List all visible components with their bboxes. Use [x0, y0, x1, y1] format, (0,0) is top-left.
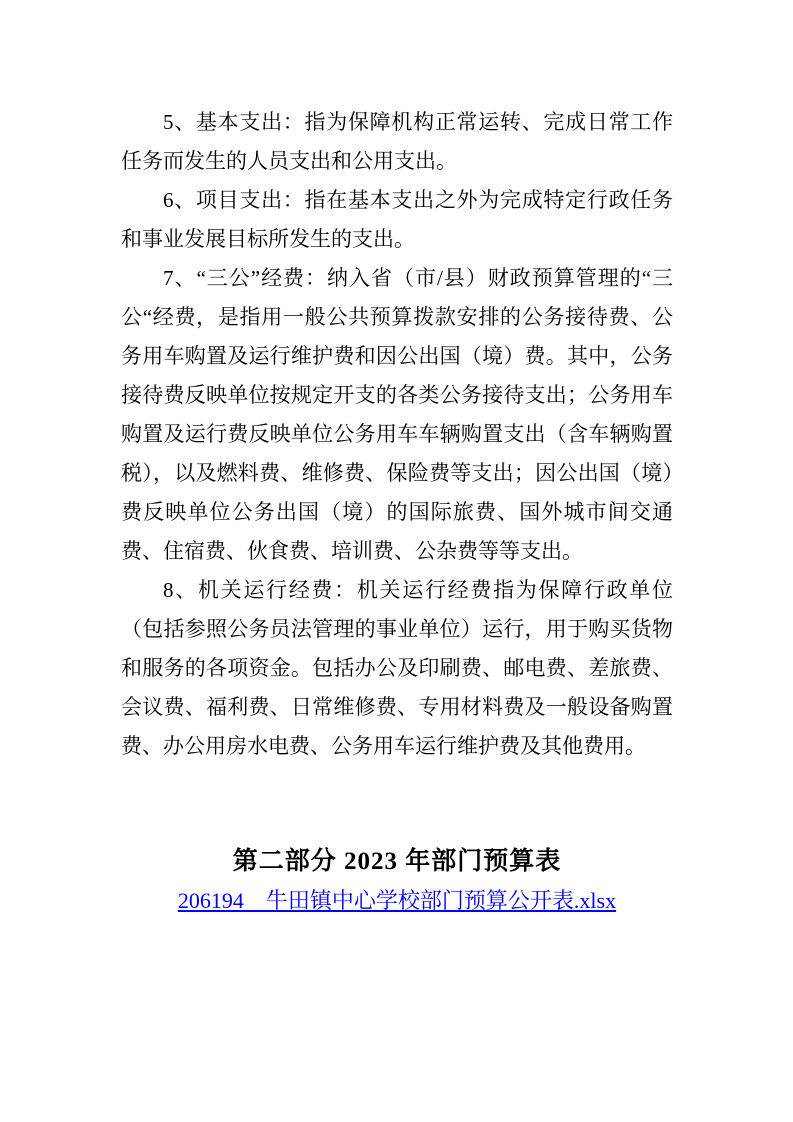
paragraph-project-expenditure: 6、项目支出：指在基本支出之外为完成特定行政任务和事业发展目标所发生的支出。: [121, 188, 673, 251]
paragraph-three-public-funds: 7、“三公”经费：纳入省（市/县）财政预算管理的“三公“经费，是指用一般公共预算拨款安排的公务接待费、公务用车购置及运行维护费和因公出国（境）费。其中，公务接待费反映单位按规定开支的各类公务接待支出；公务用车购置及运行费反映单位公务用车车辆购置支出（含车辆购置税），以及燃料费、维修费、保险费等支出；因公出国（境）费反映单位公务出国（境）的国际旅费、国外城市间交通费、住宿费、伙食费、培训费、公杂费等等支出。: [121, 266, 673, 563]
budget-table-xlsx-link[interactable]: 206194 牛田镇中心学校部门预算公开表.xlsx: [177, 888, 617, 913]
section-heading-part-two: 第二部分 2023 年部门预算表: [232, 848, 562, 875]
paragraph-agency-operating-funds: 8、机关运行经费：机关运行经费指为保障行政单位（包括参照公务员法管理的事业单位）运行，用于购买货物和服务的各项资金。包括办公及印刷费、邮电费、差旅费、会议费、福利费、日常维修费、专用材料费及一般设备购置费、办公用房水电费、公务用车运行维护费及其他费用。: [121, 578, 673, 758]
paragraph-basic-expenditure: 5、基本支出：指为保障机构正常运转、完成日常工作任务而发生的人员支出和公用支出。: [121, 110, 673, 173]
attachment-line: [121, 884, 673, 921]
